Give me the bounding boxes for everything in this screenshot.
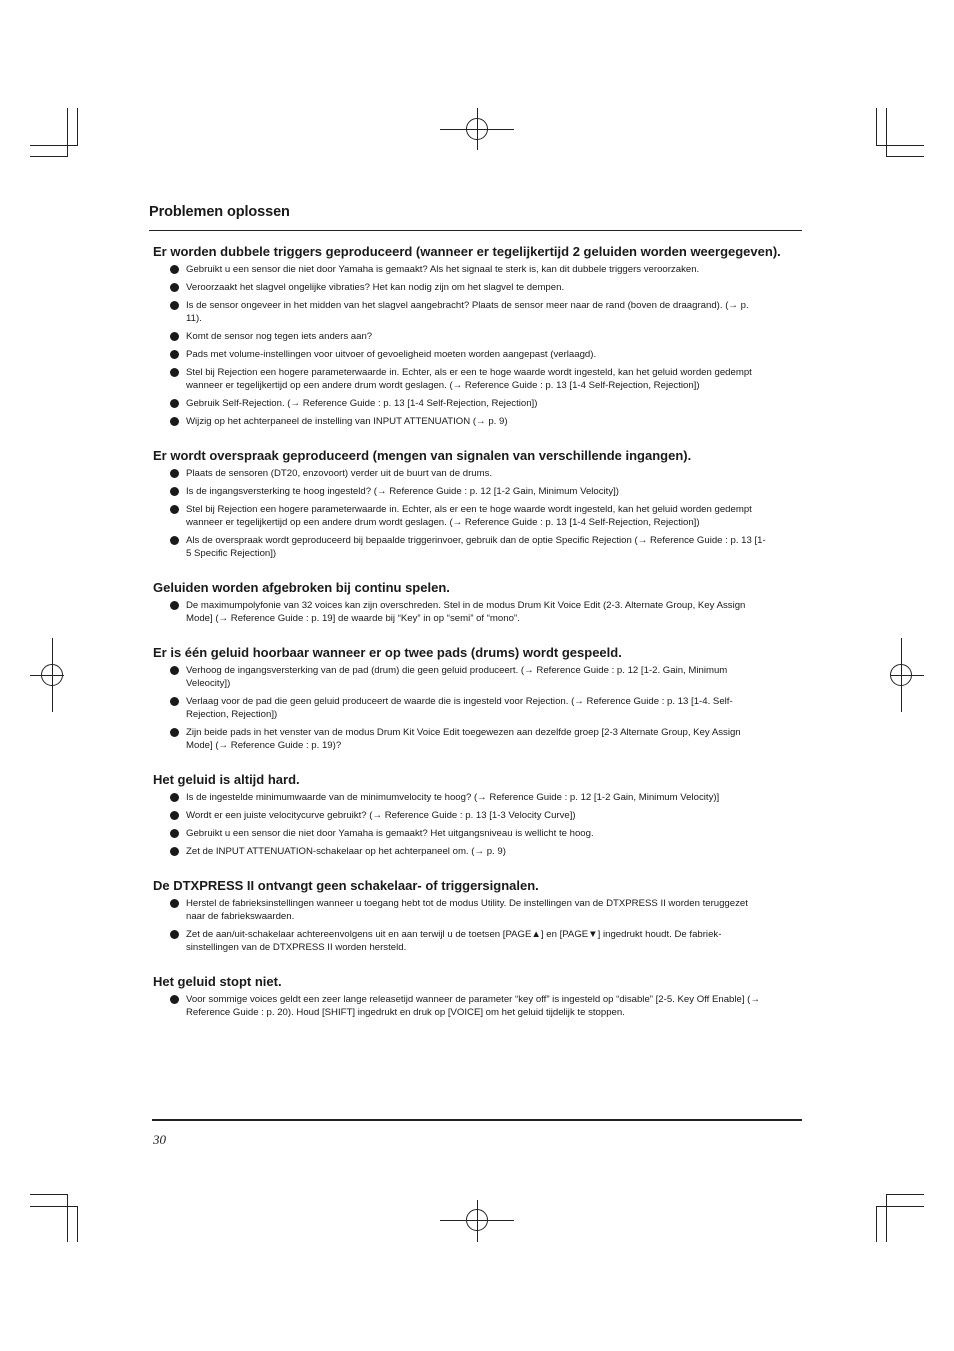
bullet-icon [170,847,179,856]
list-item: Is de ingangsversterking te hoog ingesteld? (→ Reference Guide : p. 12 [1-2 Gain, Minimum Velocity]) [153,485,767,498]
bullet-icon [170,399,179,408]
list-item: Plaats de sensoren (DT20, enzovoort) verder uit de buurt van de drums. [153,467,767,480]
list-item: Wordt er een juiste velocitycurve gebruikt? (→ Reference Guide : p. 13 [1-3 Velocity Curve]) [153,809,767,822]
footer-rule [152,1119,802,1121]
bullet-icon [170,666,179,675]
section-one-sound-two-pads [153,645,767,752]
bullet-icon [170,811,179,820]
header-rule [149,230,802,231]
bullet-list [153,897,767,954]
bullet-list [153,467,767,560]
list-item: Wijzig op het achterpaneel de instelling van INPUT ATTENUATION (→ p. 9) [153,415,767,428]
bullet-icon [170,469,179,478]
list-item: Veroorzaakt het slagvel ongelijke vibraties? Het kan nodig zijn om het slagvel te dempen. [153,281,767,294]
list-item: Gebruik Self-Rejection. (→ Reference Guide : p. 13 [1-4 Self-Rejection, Rejection]) [153,397,767,410]
list-item: Voor sommige voices geldt een zeer lange releasetijd wanneer de parameter “key off” is ingesteld op “disable” [2-5. Key Off Enable] (→ Reference Guide : p. 20). Houd [SHIFT] ingedrukt en druk op [VOICE] om het geluid tijdelijk te stoppen. [153,993,767,1019]
section-heading: Er is één geluid hoorbaar wanneer er op twee pads (drums) wordt gespeeld. [153,645,622,660]
bullet-icon [170,995,179,1004]
section-sound-does-not-stop [153,974,767,1019]
list-item: Stel bij Rejection een hogere parameterwaarde in. Echter, als er een te hoge waarde wordt ingesteld, kan het geluid worden gedempt wanneer er tegelijkertijd op een andere drum wordt geslagen. (→ Reference Guide : p. 13 [1-4 Self-Rejection, Rejection]) [153,366,767,392]
list-item: Verhoog de ingangsversterking van de pad (drum) die geen geluid produceert. (→ Reference Guide : p. 12 [1-2. Gain, Minimum Veleocity]) [153,664,767,690]
bullet-icon [170,350,179,359]
list-item: Komt de sensor nog tegen iets anders aan? [153,330,767,343]
bullet-list [153,599,767,625]
section-crosstalk [153,448,767,560]
section-double-triggers [153,244,781,428]
section-heading: Het geluid stopt niet. [153,974,282,989]
section-heading: Er wordt overspraak geproduceerd (mengen van signalen van verschillende ingangen). [153,448,692,463]
section-heading: Geluiden worden afgebroken bij continu spelen. [153,580,450,595]
bullet-icon [170,930,179,939]
section-no-signals [153,878,767,954]
page-title: Problemen oplossen [149,204,290,220]
list-item: Zet de aan/uit-schakelaar achtereenvolgens uit en aan terwijl u de toetsen [PAGE▲] en [PAGE▼] ingedrukt houdt. De fabriek-sinstellingen van de DTXPRESS II worden hersteld. [153,928,767,954]
list-item: Herstel de fabrieksinstellingen wanneer u toegang hebt tot de modus Utility. De instellingen van de DTXPRESS II worden teruggezet naar de fabriekswaarden. [153,897,767,923]
section-sound-cut-off [153,580,767,625]
bullet-icon [170,697,179,706]
bullet-icon [170,899,179,908]
list-item: Gebruikt u een sensor die niet door Yamaha is gemaakt? Het uitgangsniveau is wellicht te hoog. [153,827,767,840]
bullet-icon [170,601,179,610]
list-item: Zet de INPUT ATTENUATION-schakelaar op het achterpaneel om. (→ p. 9) [153,845,767,858]
bullet-list [153,791,767,858]
section-heading: Er worden dubbele triggers geproduceerd (wanneer er tegelijkertijd 2 geluiden worden weergegeven). [153,244,781,259]
bullet-icon [170,793,179,802]
bullet-icon [170,417,179,426]
bullet-icon [170,487,179,496]
list-item: Is de ingestelde minimumwaarde van de minimumvelocity te hoog? (→ Reference Guide : p. 12 [1-2 Gain, Minimum Velocity)] [153,791,767,804]
bullet-list [153,263,767,428]
bullet-icon [170,265,179,274]
bullet-icon [170,829,179,838]
page-number: 30 [153,1132,166,1147]
list-item: De maximumpolyfonie van 32 voices kan zijn overschreden. Stel in de modus Drum Kit Voice Edit (2-3. Alternate Group, Key Assign Mode] (→ Reference Guide : p. 19] de waarde bij “Key” in op “semi” of “mono”. [153,599,767,625]
list-item: Stel bij Rejection een hogere parameterwaarde in. Echter, als er een te hoge waarde wordt ingesteld, kan het geluid worden gedempt wanneer er tegelijkertijd op een andere drum wordt geslagen. (→ Reference Guide : p. 13 [1-4 Self-Rejection, Rejection]) [153,503,767,529]
section-always-loud [153,772,767,858]
bullet-icon [170,332,179,341]
bullet-icon [170,505,179,514]
bullet-icon [170,536,179,545]
list-item: Pads met volume-instellingen voor uitvoer of gevoeligheid moeten worden aangepast (verlaagd). [153,348,767,361]
list-item: Verlaag voor de pad die geen geluid produceert de waarde die is ingesteld voor Rejection. (→ Reference Guide : p. 13 [1-4. Self-Rejection, Rejection]) [153,695,767,721]
bullet-icon [170,283,179,292]
bullet-icon [170,368,179,377]
section-heading: De DTXPRESS II ontvangt geen schakelaar- of triggersignalen. [153,878,539,893]
bullet-list [153,993,767,1019]
bullet-icon [170,301,179,310]
troubleshooting-content [153,244,781,1039]
bullet-icon [170,728,179,737]
section-heading: Het geluid is altijd hard. [153,772,300,787]
list-item: Gebruikt u een sensor die niet door Yamaha is gemaakt? Als het signaal te sterk is, kan dit dubbele triggers veroorzaken. [153,263,767,276]
list-item: Is de sensor ongeveer in het midden van het slagvel aangebracht? Plaats de sensor meer naar de rand (boven de draagrand). (→ p. 11). [153,299,767,325]
list-item: Als de overspraak wordt geproduceerd bij bepaalde triggerinvoer, gebruik dan de optie Specific Rejection (→ Reference Guide : p. 13 [1-5 Specific Rejection]) [153,534,767,560]
list-item: Zijn beide pads in het venster van de modus Drum Kit Voice Edit toegewezen aan dezelfde groep [2-3 Alternate Group, Key Assign Mode] (→ Reference Guide : p. 19)? [153,726,767,752]
bullet-list [153,664,767,752]
